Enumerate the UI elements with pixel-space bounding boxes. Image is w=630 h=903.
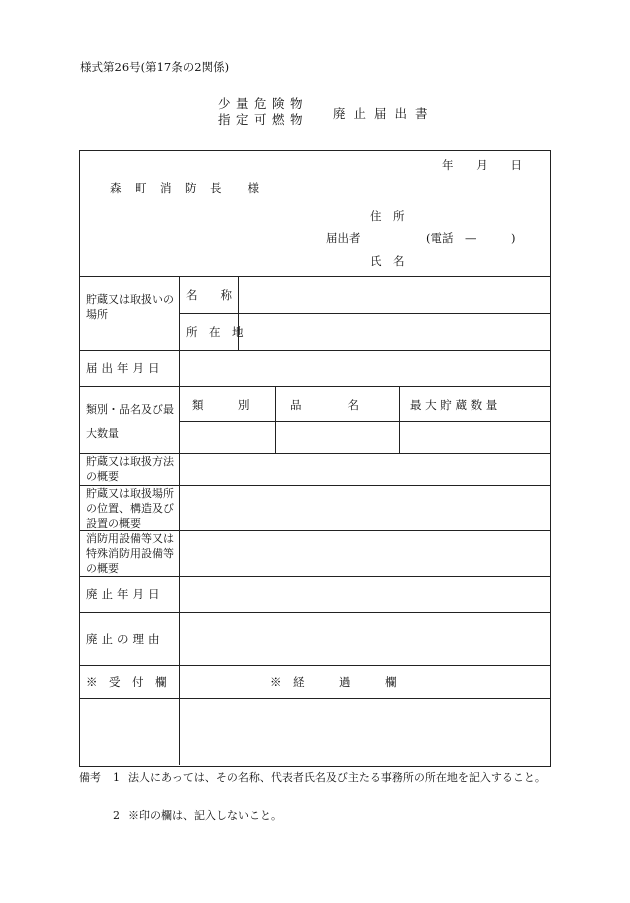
form-table [79,150,551,767]
note-1-number: 1 [113,771,120,784]
quantity-column-header: 最 大 貯 蔵 数 量 [410,398,498,412]
note-2-text: ※印の欄は、記入しないこと。 [128,809,282,822]
rule [80,665,550,666]
date-labels [442,158,522,172]
rule [80,350,550,351]
rule [80,698,550,699]
title-line-2: 指定可燃物 [218,112,309,127]
facility-label: 貯蔵又は取扱場所の位置、構造及び設置の概要 [86,487,174,530]
type-column-header: 類 別 [192,398,250,412]
rule [179,421,550,422]
title-stack [218,96,308,128]
rule [399,386,400,453]
place-location-label: 所 在 地 [186,325,244,339]
notification-date-label: 届出年月日 [86,361,164,375]
submitter-label: 届出者 [326,231,361,245]
firefighting-label: 消防用設備等又は特殊消防用設備等の概要 [86,532,174,575]
item-column-header: 品 名 [290,398,359,412]
rule [80,386,550,387]
title-line-1: 少量危険物 [218,96,309,111]
abolish-reason-label: 廃止の理由 [86,632,164,646]
method-label: 貯蔵又は取扱方法の概要 [86,455,174,483]
address-label: 住 所 [370,209,405,223]
note-2-number: 2 [113,809,120,822]
notes-heading: 備考 [79,771,101,784]
day-label: 日 [510,158,522,172]
name-label: 氏 名 [370,254,405,268]
addressee: 森 町 消 防 長 様 [110,181,260,195]
rule [179,313,550,314]
title-main: 廃止届出書 [333,106,436,121]
rule [80,576,550,577]
reception-column-header: ※ 受 付 欄 [86,675,167,689]
form-number: 様式第26号(第17条の2関係) [80,60,230,74]
note-1-text: 法人にあっては、その名称、代表者氏名及び主たる事務所の所在地を記入すること。 [128,771,546,784]
abolish-date-label: 廃止年月日 [86,587,164,601]
phone-label: (電話 — ) [426,231,516,245]
progress-column-header: ※ 経 過 欄 [270,675,397,689]
place-name-label: 名 称 [186,288,232,302]
month-label: 月 [476,158,488,172]
rule [275,386,276,453]
rule [80,276,550,277]
storage-place-label: 貯蔵又は取扱いの場所 [86,293,174,321]
rule [80,612,550,613]
category-label: 類別・品名及び最大数量 [86,403,174,440]
rule [179,276,180,765]
year-label: 年 [442,158,454,172]
